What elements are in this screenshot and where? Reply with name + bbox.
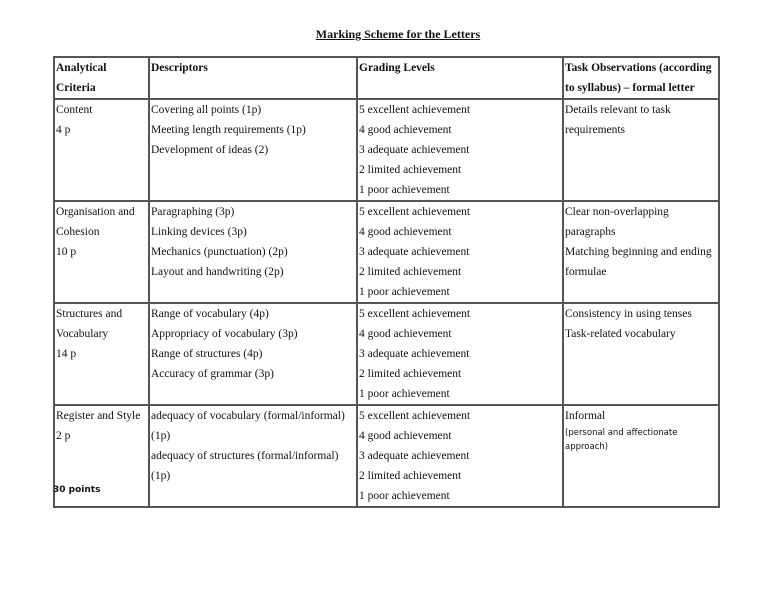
descriptors-cell bbox=[149, 201, 357, 303]
task-cell bbox=[563, 201, 719, 303]
grade-level: 3 adequate achievement bbox=[359, 144, 470, 156]
task-cell bbox=[563, 99, 719, 201]
criteria-name: Register and Style bbox=[56, 410, 141, 422]
descriptor: Covering all points (1p) bbox=[151, 104, 262, 116]
criteria-name: Content bbox=[56, 104, 93, 116]
descriptor: Accuracy of grammar (3p) bbox=[151, 368, 274, 380]
grade-level: 2 limited achievement bbox=[359, 266, 462, 278]
grade-level: 2 limited achievement bbox=[359, 470, 462, 482]
task-observation: Task-related vocabulary bbox=[565, 328, 676, 340]
table-row bbox=[54, 99, 719, 201]
task-cell bbox=[563, 303, 719, 405]
descriptor: Linking devices (3p) bbox=[151, 226, 247, 238]
document-title: Marking Scheme for the Letters bbox=[315, 27, 481, 41]
task-observation: Clear non-overlapping paragraphs bbox=[565, 206, 669, 238]
descriptors-cell bbox=[149, 405, 357, 507]
grading-cell bbox=[357, 99, 563, 201]
task-observation: Matching beginning and ending formulae bbox=[565, 246, 712, 278]
marking-scheme-table bbox=[53, 56, 720, 508]
table-header-row bbox=[54, 57, 719, 99]
table-row bbox=[54, 201, 719, 303]
grade-level: 5 excellent achievement bbox=[359, 410, 471, 422]
grade-level: 1 poor achievement bbox=[359, 286, 450, 298]
criteria-points: 14 p bbox=[56, 348, 77, 360]
task-observation: Informal bbox=[565, 410, 606, 422]
grade-level: 3 adequate achievement bbox=[359, 246, 470, 258]
header-grading: Grading Levels bbox=[357, 57, 563, 99]
grade-level: 4 good achievement bbox=[359, 430, 452, 442]
task-observation: Details relevant to task requirements bbox=[565, 104, 671, 136]
total-points: 30 points bbox=[53, 485, 101, 495]
task-note: (personal and affectionate approach) bbox=[565, 428, 678, 452]
criteria-cell bbox=[54, 201, 149, 303]
descriptor: Range of structures (4p) bbox=[151, 348, 263, 360]
descriptor: Development of ideas (2) bbox=[151, 144, 269, 156]
grade-level: 4 good achievement bbox=[359, 328, 452, 340]
grade-level: 3 adequate achievement bbox=[359, 348, 470, 360]
descriptor: adequacy of structures (formal/informal) (1p) bbox=[151, 450, 339, 482]
descriptors-cell bbox=[149, 99, 357, 201]
descriptor: Layout and handwriting (2p) bbox=[151, 266, 284, 278]
grade-level: 2 limited achievement bbox=[359, 368, 462, 380]
grading-cell bbox=[357, 303, 563, 405]
grade-level: 4 good achievement bbox=[359, 124, 452, 136]
table-row bbox=[54, 303, 719, 405]
descriptor: Paragraphing (3p) bbox=[151, 206, 235, 218]
criteria-points: 4 p bbox=[56, 124, 71, 136]
grade-level: 5 excellent achievement bbox=[359, 104, 471, 116]
grade-level: 3 adequate achievement bbox=[359, 450, 470, 462]
header-descriptors: Descriptors bbox=[149, 57, 357, 99]
criteria-name: Structures and Vocabulary bbox=[56, 308, 123, 340]
descriptor: adequacy of vocabulary (formal/informal) (1p) bbox=[151, 410, 345, 442]
descriptor: Meeting length requirements (1p) bbox=[151, 124, 306, 136]
grading-cell bbox=[357, 405, 563, 507]
grade-level: 4 good achievement bbox=[359, 226, 452, 238]
criteria-cell bbox=[54, 99, 149, 201]
criteria-cell bbox=[54, 303, 149, 405]
descriptors-cell bbox=[149, 303, 357, 405]
criteria-points: 2 p bbox=[56, 430, 71, 442]
criteria-points: 10 p bbox=[56, 246, 77, 258]
descriptor: Appropriacy of vocabulary (3p) bbox=[151, 328, 298, 340]
table-row bbox=[54, 405, 719, 507]
grade-level: 1 poor achievement bbox=[359, 490, 450, 502]
grade-level: 1 poor achievement bbox=[359, 184, 450, 196]
task-cell bbox=[563, 405, 719, 507]
grade-level: 5 excellent achievement bbox=[359, 308, 471, 320]
criteria-name: Organisation and Cohesion bbox=[56, 206, 135, 238]
header-criteria: Analytical Criteria bbox=[54, 57, 149, 99]
grade-level: 1 poor achievement bbox=[359, 388, 450, 400]
grade-level: 2 limited achievement bbox=[359, 164, 462, 176]
task-observation: Consistency in using tenses bbox=[565, 308, 692, 320]
descriptor: Range of vocabulary (4p) bbox=[151, 308, 269, 320]
grade-level: 5 excellent achievement bbox=[359, 206, 471, 218]
header-task: Task Observations (according to syllabus) – formal letter bbox=[563, 57, 719, 99]
grading-cell bbox=[357, 201, 563, 303]
descriptor: Mechanics (punctuation) (2p) bbox=[151, 246, 288, 258]
